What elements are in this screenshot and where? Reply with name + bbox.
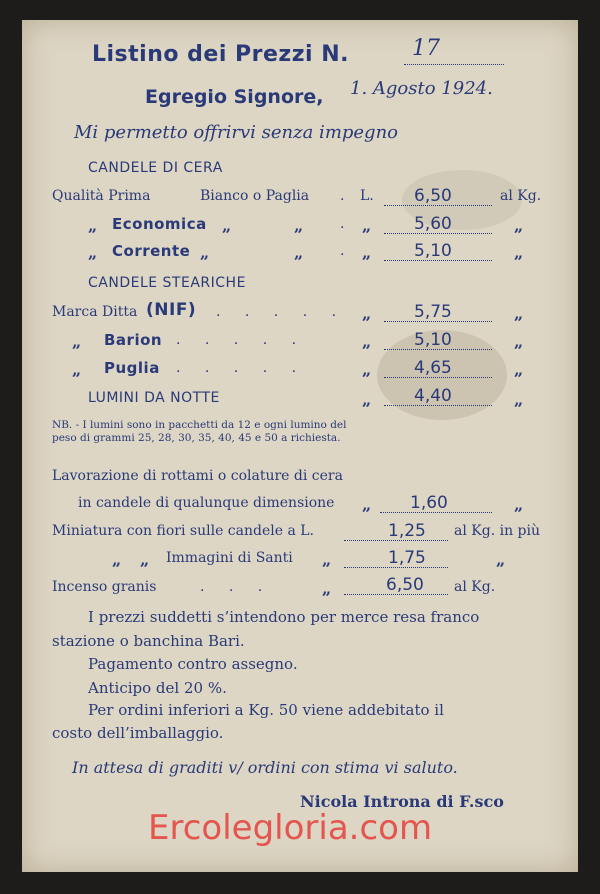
ditto-mark: „ — [496, 550, 506, 569]
dot-mark: . — [340, 243, 345, 259]
price-barion: 5,10 — [414, 330, 452, 350]
nb-note: NB. - I lumini sono in pacchetti da 12 e ogni lumino del peso di grammi 25, 28, 30, 35, 40, 45 e 50 a richiesta. — [52, 419, 347, 444]
unit-label: al Kg. in più — [454, 523, 540, 539]
intro-text: Mi permetto offrirvi senza impegno — [74, 122, 399, 143]
ditto-mark: „ — [362, 495, 372, 514]
row-prima-desc: Bianco o Paglia — [200, 188, 310, 204]
dot-leader: . . . . . — [176, 332, 307, 348]
price-lavorazione: 1,60 — [410, 493, 448, 513]
ditto-mark: „ — [362, 304, 372, 323]
lavorazione-line1: Lavorazione di rottami o colature di cera — [52, 468, 343, 484]
ditto-mark: „ — [322, 579, 332, 598]
price-miniatura: 1,25 — [388, 521, 426, 541]
price-corrente: 5,10 — [414, 241, 452, 261]
row-nif-brand: (NIF) — [146, 300, 197, 320]
ditto-mark: „ — [362, 216, 372, 235]
price-lumini: 4,40 — [414, 386, 452, 406]
condition-4b: costo dell’imballaggio. — [52, 724, 224, 742]
number-underline — [404, 64, 504, 65]
ditto-mark: „ — [362, 360, 372, 379]
condition-4a: Per ordini inferiori a Kg. 50 viene addebitato il — [88, 701, 444, 719]
ditto-mark: „ — [72, 332, 82, 351]
section-lumini: LUMINI DA NOTTE — [88, 390, 220, 406]
ditto-mark: „ — [514, 332, 524, 351]
lavorazione-line2: in candele di qualunque dimensione — [78, 495, 335, 511]
watermark: Ercolegloria.com — [148, 808, 433, 848]
ditto-mark: „ — [514, 495, 524, 514]
condition-3: Anticipo del 20 %. — [88, 679, 227, 697]
row-barion-label: Barion — [104, 331, 163, 349]
ditto-mark: „ — [72, 360, 82, 379]
condition-1a: I prezzi suddetti s’intendono per merce resa franco — [88, 608, 480, 626]
row-prima-label: Qualità Prima — [52, 188, 151, 204]
section-candele-cera: CANDELE DI CERA — [88, 160, 223, 176]
row-economica-label: Economica — [112, 215, 207, 233]
greeting: Egregio Signore, — [145, 86, 324, 108]
condition-1b: stazione o banchina Bari. — [52, 632, 245, 650]
ditto-mark: „ — [222, 216, 232, 235]
price-puglia: 4,65 — [414, 358, 452, 378]
price-prima: 6,50 — [414, 186, 452, 206]
row-nif-label: Marca Ditta — [52, 304, 138, 320]
dot-leader: . . . . . — [176, 360, 307, 376]
page-title: Listino dei Prezzi N. — [92, 42, 349, 67]
ditto-mark: „ — [322, 550, 332, 569]
ditto-mark: „ — [294, 243, 304, 262]
ditto-mark: „ — [514, 216, 524, 235]
ditto-mark: „ — [362, 390, 372, 409]
ditto-mark: „ — [362, 332, 372, 351]
unit-label: al Kg. — [500, 188, 542, 204]
incenso-label: Incenso granis — [52, 579, 157, 595]
ditto-mark: „ — [362, 243, 372, 262]
price-economica: 5,60 — [414, 214, 452, 234]
section-candele-stearine: CANDELE STEARICHE — [88, 275, 246, 291]
price-incenso: 6,50 — [386, 575, 424, 595]
row-corrente-label: Corrente — [112, 242, 191, 260]
row-puglia-label: Puglia — [104, 359, 160, 377]
unit-label: al Kg. — [454, 579, 496, 595]
ditto-mark: „ — [514, 243, 524, 262]
condition-2: Pagamento contro assegno. — [88, 655, 298, 673]
ditto-mark: „ — [88, 216, 98, 235]
ditto-mark: „ — [294, 216, 304, 235]
dot-leader: . . . — [200, 579, 273, 595]
price-nif: 5,75 — [414, 302, 452, 322]
dot-mark: . — [340, 216, 345, 232]
closing-line: In attesa di graditi v/ ordini con stima vi saluto. — [72, 758, 458, 777]
ditto-mark: „ — [514, 304, 524, 323]
ditto-mark: „ — [514, 360, 524, 379]
signature: Nicola Introna di F.sco — [300, 792, 504, 811]
price-santi: 1,75 — [388, 548, 426, 568]
ditto-mark: „ — [112, 550, 122, 569]
date: 1. Agosto 1924. — [350, 78, 493, 99]
dot-mark: . — [340, 188, 345, 204]
miniatura-label: Miniatura con fiori sulle candele a L. — [52, 523, 315, 539]
ditto-mark: „ — [140, 550, 150, 569]
ditto-mark: „ — [88, 243, 98, 262]
price-list-card — [22, 20, 578, 872]
ditto-mark: „ — [514, 390, 524, 409]
lira-mark: L. — [360, 188, 374, 204]
dot-leader: . . . . . — [216, 304, 347, 320]
santi-label: Immagini di Santi — [166, 550, 293, 566]
list-number: 17 — [412, 36, 440, 61]
ditto-mark: „ — [200, 243, 210, 262]
